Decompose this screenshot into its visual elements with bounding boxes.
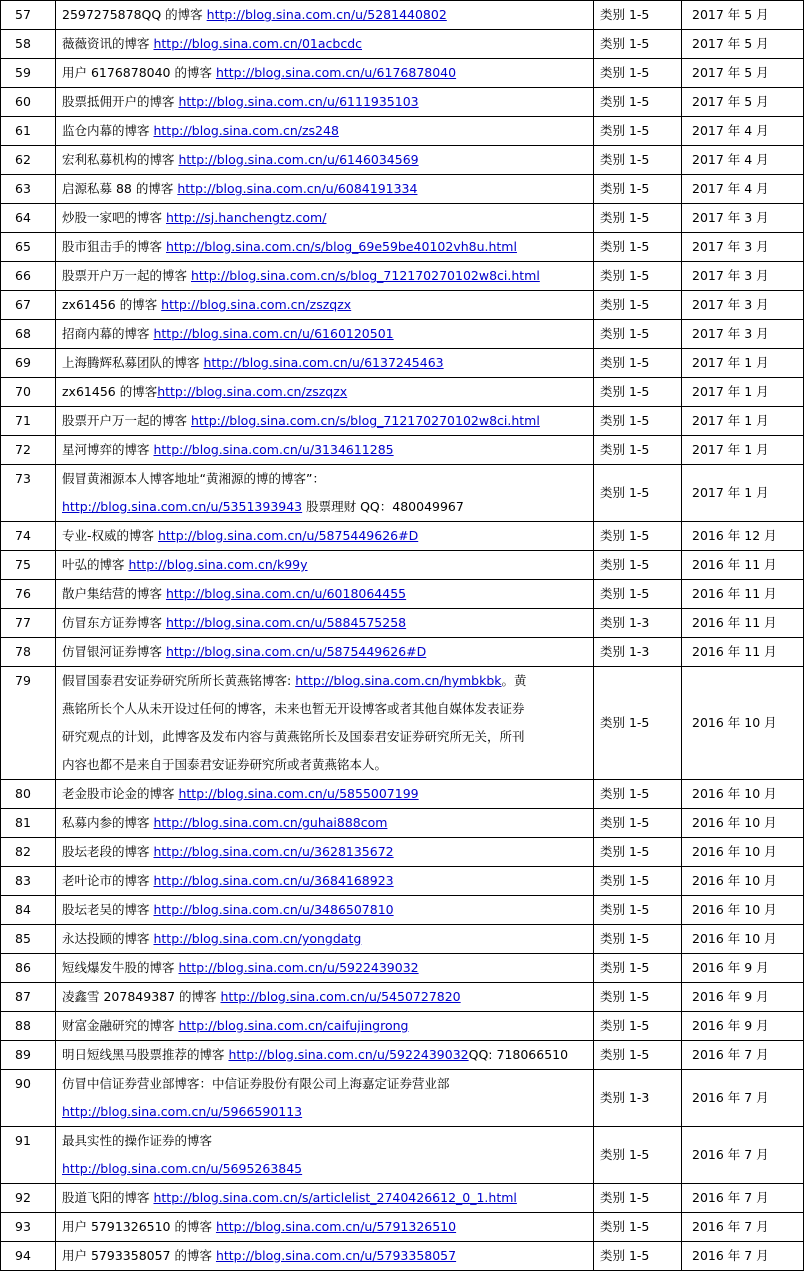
blog-link[interactable]: http://blog.sina.com.cn/u/3486507810	[153, 902, 394, 917]
category: 类别 1-5	[594, 233, 682, 262]
date: 2017 年 5 月	[682, 88, 804, 117]
table-row	[1, 780, 804, 809]
table-row	[1, 291, 804, 320]
blog-name: 股票抵佣开户的博客	[62, 94, 179, 109]
blog-description	[56, 809, 594, 838]
category: 类别 1-5	[594, 204, 682, 233]
blog-link[interactable]: http://blog.sina.com.cn/zszqzx	[161, 297, 352, 312]
category: 类别 1-5	[594, 1184, 682, 1213]
blog-description	[56, 175, 594, 204]
row-number: 68	[1, 320, 56, 349]
category: 类别 1-5	[594, 117, 682, 146]
blog-link[interactable]: http://blog.sina.com.cn/u/6137245463	[203, 355, 444, 370]
blog-name: 宏利私募机构的博客	[62, 152, 179, 167]
row-number: 91	[1, 1127, 56, 1184]
date: 2016 年 11 月	[682, 551, 804, 580]
blog-link[interactable]: http://blog.sina.com.cn/hymbkbk	[295, 673, 502, 688]
category: 类别 1-5	[594, 175, 682, 204]
row-number: 90	[1, 1070, 56, 1127]
blog-name: 2597275878QQ 的博客	[62, 7, 207, 22]
row-number: 67	[1, 291, 56, 320]
category: 类别 1-5	[594, 1, 682, 30]
table-row	[1, 867, 804, 896]
blog-description	[56, 233, 594, 262]
date: 2016 年 10 月	[682, 780, 804, 809]
table-row	[1, 551, 804, 580]
blog-link[interactable]: http://blog.sina.com.cn/u/5875449626#D	[165, 644, 427, 659]
row-number: 83	[1, 867, 56, 896]
row-number: 85	[1, 925, 56, 954]
table-body	[1, 1, 804, 1271]
row-number: 57	[1, 1, 56, 30]
date: 2017 年 3 月	[682, 291, 804, 320]
blog-name: 仿冒银河证券博客	[62, 644, 166, 659]
date: 2016 年 10 月	[682, 925, 804, 954]
blog-name: 股市狙击手的博客	[62, 239, 166, 254]
row-number: 86	[1, 954, 56, 983]
blog-link[interactable]: http://blog.sina.com.cn/s/blog_712170270102w8ci.html	[190, 413, 540, 428]
blog-description	[56, 983, 594, 1012]
date: 2017 年 4 月	[682, 146, 804, 175]
blog-description	[56, 551, 594, 580]
blog-description	[56, 667, 594, 780]
row-number: 88	[1, 1012, 56, 1041]
row-number: 62	[1, 146, 56, 175]
blog-description	[56, 780, 594, 809]
row-number: 87	[1, 983, 56, 1012]
date: 2016 年 7 月	[682, 1213, 804, 1242]
blog-name: 散户集结营的博客	[62, 586, 166, 601]
table-row	[1, 146, 804, 175]
blog-link[interactable]: http://blog.sina.com.cn/u/5855007199	[178, 786, 419, 801]
date: 2017 年 1 月	[682, 436, 804, 465]
table-row	[1, 667, 804, 780]
category: 类别 1-5	[594, 1127, 682, 1184]
blog-description	[56, 1012, 594, 1041]
date: 2017 年 4 月	[682, 117, 804, 146]
blog-link[interactable]: http://blog.sina.com.cn/u/5450727820	[220, 989, 461, 1004]
category: 类别 1-5	[594, 667, 682, 780]
blog-link[interactable]: http://blog.sina.com.cn/k99y	[128, 557, 308, 572]
date: 2017 年 3 月	[682, 262, 804, 291]
table-row	[1, 638, 804, 667]
blog-description	[56, 1070, 594, 1127]
category: 类别 1-5	[594, 146, 682, 175]
category: 类别 1-5	[594, 954, 682, 983]
blog-name: 股票开户万一起的博客	[62, 413, 191, 428]
table-row	[1, 88, 804, 117]
blog-link[interactable]: http://blog.sina.com.cn/u/6084191334	[177, 181, 418, 196]
date: 2016 年 10 月	[682, 867, 804, 896]
blog-description	[56, 146, 594, 175]
category: 类别 1-5	[594, 1213, 682, 1242]
table-row	[1, 1012, 804, 1041]
blog-description	[56, 407, 594, 436]
blog-link[interactable]: http://blog.sina.com.cn/u/5922439032	[178, 960, 419, 975]
date: 2016 年 7 月	[682, 1070, 804, 1127]
blog-link[interactable]: http://blog.sina.com.cn/u/5884575258	[165, 615, 407, 630]
category: 类别 1-5	[594, 1041, 682, 1070]
blog-link[interactable]: http://blog.sina.com.cn/u/6176878040	[215, 65, 457, 80]
table-row	[1, 1127, 804, 1184]
table-row	[1, 59, 804, 88]
row-number: 65	[1, 233, 56, 262]
row-number: 58	[1, 30, 56, 59]
table-row	[1, 262, 804, 291]
blog-description	[56, 1213, 594, 1242]
row-number: 59	[1, 59, 56, 88]
blog-name: 股坛老吴的博客	[62, 902, 154, 917]
table-row	[1, 1041, 804, 1070]
category: 类别 1-5	[594, 436, 682, 465]
blog-description	[56, 522, 594, 551]
date: 2016 年 7 月	[682, 1127, 804, 1184]
category: 类别 1-5	[594, 1012, 682, 1041]
row-number: 70	[1, 378, 56, 407]
date: 2016 年 9 月	[682, 1012, 804, 1041]
blog-name: zx61456 的博客	[62, 297, 162, 312]
date: 2017 年 3 月	[682, 233, 804, 262]
blog-link[interactable]: http://blog.sina.com.cn/u/3134611285	[153, 442, 394, 457]
blog-name: 假冒国泰君安证券研究所所长黄燕铭博客:	[62, 673, 296, 688]
date: 2016 年 7 月	[682, 1242, 804, 1271]
blog-description	[56, 291, 594, 320]
row-number: 93	[1, 1213, 56, 1242]
date: 2017 年 3 月	[682, 320, 804, 349]
row-number: 94	[1, 1242, 56, 1271]
blog-name: 用户 5791326510 的博客	[62, 1219, 216, 1234]
date: 2016 年 9 月	[682, 983, 804, 1012]
blog-extra-text: QQ: 718066510	[468, 1047, 569, 1062]
blog-name: 仿冒东方证券博客	[62, 615, 166, 630]
blog-name: 薇薇资讯的博客	[62, 36, 154, 51]
row-number: 69	[1, 349, 56, 378]
blog-extra-text: 股票理财 QQ：480049967	[302, 499, 464, 514]
blog-name: 上海腾辉私募团队的博客	[62, 355, 204, 370]
table-row	[1, 320, 804, 349]
blog-name: 财富金融研究的博客	[62, 1018, 179, 1033]
blog-description	[56, 838, 594, 867]
table-row	[1, 1242, 804, 1271]
blog-description	[56, 88, 594, 117]
blog-link[interactable]: http://blog.sina.com.cn/u/3628135672	[153, 844, 394, 859]
blog-description	[56, 117, 594, 146]
table-row	[1, 809, 804, 838]
table-row	[1, 465, 804, 522]
blog-name: 短线爆发牛股的博客	[62, 960, 179, 975]
date: 2017 年 1 月	[682, 349, 804, 378]
blog-name: 炒股一家吧的博客	[62, 210, 166, 225]
category: 类别 1-5	[594, 522, 682, 551]
blog-name: 监仓内幕的博客	[62, 123, 154, 138]
table-row	[1, 896, 804, 925]
blog-link[interactable]: http://sj.hanchengtz.com/	[165, 210, 327, 225]
category: 类别 1-5	[594, 1242, 682, 1271]
table-row	[1, 233, 804, 262]
blog-name: 星河博弈的博客	[62, 442, 154, 457]
category: 类别 1-5	[594, 320, 682, 349]
table-row	[1, 1184, 804, 1213]
category: 类别 1-5	[594, 30, 682, 59]
blog-link[interactable]: http://blog.sina.com.cn/s/articlelist_2740426612_0_1.html	[153, 1190, 517, 1205]
blog-name: zx61456 的博客	[62, 384, 158, 399]
blog-link[interactable]: http://blog.sina.com.cn/u/3684168923	[153, 873, 394, 888]
table-row	[1, 925, 804, 954]
category: 类别 1-5	[594, 580, 682, 609]
blog-extra-text: 。黄	[501, 673, 527, 688]
table-row	[1, 609, 804, 638]
blog-name: 股坛老段的博客	[62, 844, 154, 859]
blog-description	[56, 1127, 594, 1184]
table-row	[1, 983, 804, 1012]
row-number: 74	[1, 522, 56, 551]
blog-name: 燕铭所长个人从未开设过任何的博客，未来也暂无开设博客或者其他自媒体发表证券	[62, 701, 525, 716]
table-row	[1, 1, 804, 30]
blog-link[interactable]: http://blog.sina.com.cn/u/5875449626#D	[157, 528, 419, 543]
date: 2016 年 11 月	[682, 638, 804, 667]
category: 类别 1-3	[594, 638, 682, 667]
row-number: 84	[1, 896, 56, 925]
blog-name: 专业-权威的博客	[62, 528, 158, 543]
row-number: 77	[1, 609, 56, 638]
blog-description	[56, 896, 594, 925]
blog-name: 启源私募 88 的博客	[62, 181, 178, 196]
row-number: 92	[1, 1184, 56, 1213]
date: 2017 年 5 月	[682, 59, 804, 88]
date: 2017 年 5 月	[682, 1, 804, 30]
category: 类别 1-5	[594, 983, 682, 1012]
blog-description	[56, 1184, 594, 1213]
blog-link[interactable]: http://blog.sina.com.cn/guhai888com	[153, 815, 388, 830]
table-row	[1, 378, 804, 407]
blog-name: 用户 5793358057 的博客	[62, 1248, 216, 1263]
date: 2016 年 11 月	[682, 609, 804, 638]
category: 类别 1-5	[594, 838, 682, 867]
table-row	[1, 436, 804, 465]
category: 类别 1-3	[594, 609, 682, 638]
blog-link[interactable]: http://blog.sina.com.cn/yongdatg	[153, 931, 362, 946]
category: 类别 1-5	[594, 59, 682, 88]
row-number: 61	[1, 117, 56, 146]
blog-description	[56, 638, 594, 667]
table-row	[1, 1070, 804, 1127]
blog-name: 老金股市论金的博客	[62, 786, 179, 801]
row-number: 82	[1, 838, 56, 867]
blog-description	[56, 1, 594, 30]
category: 类别 1-5	[594, 867, 682, 896]
row-number: 63	[1, 175, 56, 204]
blog-link[interactable]: http://blog.sina.com.cn/u/5966590113	[62, 1104, 303, 1119]
table-row	[1, 30, 804, 59]
blog-link[interactable]: http://blog.sina.com.cn/u/6160120501	[153, 326, 394, 341]
category: 类别 1-5	[594, 407, 682, 436]
blog-description	[56, 349, 594, 378]
date: 2017 年 5 月	[682, 30, 804, 59]
blog-name: 仿冒中信证券营业部博客：中信证券股份有限公司上海嘉定证券营业部	[62, 1076, 450, 1091]
table-row	[1, 580, 804, 609]
row-number: 73	[1, 465, 56, 522]
table-row	[1, 954, 804, 983]
row-number: 71	[1, 407, 56, 436]
date: 2016 年 10 月	[682, 896, 804, 925]
row-number: 78	[1, 638, 56, 667]
blog-link[interactable]: http://blog.sina.com.cn/u/5351393943	[62, 499, 303, 514]
blog-name: 明日短线黑马股票推荐的博客	[62, 1047, 229, 1062]
blog-link[interactable]: http://blog.sina.com.cn/u/6146034569	[178, 152, 419, 167]
blog-link[interactable]: http://blog.sina.com.cn/u/5281440802	[206, 7, 447, 22]
category: 类别 1-5	[594, 378, 682, 407]
blog-name: 老叶论市的博客	[62, 873, 154, 888]
table-row	[1, 838, 804, 867]
blog-description	[56, 320, 594, 349]
blog-link[interactable]: http://blog.sina.com.cn/caifujingrong	[178, 1018, 409, 1033]
blog-name: 用户 6176878040 的博客	[62, 65, 216, 80]
row-number: 81	[1, 809, 56, 838]
blog-description	[56, 867, 594, 896]
date: 2017 年 3 月	[682, 204, 804, 233]
category: 类别 1-5	[594, 349, 682, 378]
blog-name: 研究观点的计划，此博客及发布内容与黄燕铭所长及国泰君安证券研究所无关，所刊	[62, 729, 525, 744]
blog-link[interactable]: http://blog.sina.com.cn/u/5695263845	[62, 1161, 303, 1176]
table-row	[1, 204, 804, 233]
blog-name: 内容也都不是来自于国泰君安证券研究所或者黄燕铭本人。	[62, 757, 388, 772]
date: 2016 年 10 月	[682, 667, 804, 780]
blog-description	[56, 378, 594, 407]
date: 2016 年 11 月	[682, 580, 804, 609]
blog-name: 股票开户万一起的博客	[62, 268, 191, 283]
date: 2017 年 1 月	[682, 407, 804, 436]
category: 类别 1-5	[594, 551, 682, 580]
row-number: 64	[1, 204, 56, 233]
blog-description	[56, 30, 594, 59]
blog-description	[56, 1041, 594, 1070]
table-row	[1, 1213, 804, 1242]
date: 2016 年 10 月	[682, 809, 804, 838]
blog-name: 最具实性的操作证券的博客	[62, 1133, 213, 1148]
table-row	[1, 522, 804, 551]
date: 2016 年 7 月	[682, 1041, 804, 1070]
date: 2016 年 10 月	[682, 838, 804, 867]
row-number: 72	[1, 436, 56, 465]
date: 2016 年 12 月	[682, 522, 804, 551]
category: 类别 1-5	[594, 465, 682, 522]
category: 类别 1-5	[594, 925, 682, 954]
blog-name: 永达投顾的博客	[62, 931, 154, 946]
blog-name: 假冒黄湘源本人博客地址“黄湘源的博的博客”：	[62, 471, 325, 486]
blog-description	[56, 925, 594, 954]
row-number: 75	[1, 551, 56, 580]
blog-link[interactable]: http://blog.sina.com.cn/s/blog_712170270102w8ci.html	[190, 268, 540, 283]
blog-name: 招商内幕的博客	[62, 326, 154, 341]
row-number: 89	[1, 1041, 56, 1070]
table-row	[1, 117, 804, 146]
blog-link[interactable]: http://blog.sina.com.cn/u/5793358057	[215, 1248, 457, 1263]
table-row	[1, 349, 804, 378]
blog-link[interactable]: http://blog.sina.com.cn/zs248	[153, 123, 339, 138]
category: 类别 1-5	[594, 291, 682, 320]
table-row	[1, 175, 804, 204]
blog-description	[56, 954, 594, 983]
blog-name: 私募内参的博客	[62, 815, 154, 830]
blog-description	[56, 436, 594, 465]
blog-name: 股道飞阳的博客	[62, 1190, 154, 1205]
blog-link[interactable]: http://blog.sina.com.cn/s/blog_69e59be40102vh8u.html	[165, 239, 517, 254]
blog-description	[56, 465, 594, 522]
blog-description	[56, 609, 594, 638]
category: 类别 1-5	[594, 780, 682, 809]
blog-description	[56, 1242, 594, 1271]
date: 2016 年 7 月	[682, 1184, 804, 1213]
blog-description	[56, 204, 594, 233]
blog-description	[56, 262, 594, 291]
blog-name: 叶弘的博客	[62, 557, 129, 572]
blog-description	[56, 580, 594, 609]
date: 2017 年 1 月	[682, 378, 804, 407]
blog-link[interactable]: http://blog.sina.com.cn/u/6111935103	[178, 94, 419, 109]
row-number: 66	[1, 262, 56, 291]
date: 2016 年 9 月	[682, 954, 804, 983]
blog-link[interactable]: http://blog.sina.com.cn/u/5791326510	[215, 1219, 457, 1234]
table-row	[1, 407, 804, 436]
blog-link[interactable]: http://blog.sina.com.cn/u/5922439032	[228, 1047, 469, 1062]
blog-link[interactable]: http://blog.sina.com.cn/zszqzx	[157, 384, 348, 399]
category: 类别 1-3	[594, 1070, 682, 1127]
row-number: 79	[1, 667, 56, 780]
blog-link[interactable]: http://blog.sina.com.cn/u/6018064455	[165, 586, 407, 601]
blog-name: 凌鑫雪 207849387 的博客	[62, 989, 221, 1004]
category: 类别 1-5	[594, 809, 682, 838]
blog-description	[56, 59, 594, 88]
category: 类别 1-5	[594, 262, 682, 291]
date: 2017 年 1 月	[682, 465, 804, 522]
category: 类别 1-5	[594, 88, 682, 117]
row-number: 76	[1, 580, 56, 609]
category: 类别 1-5	[594, 896, 682, 925]
blog-link[interactable]: http://blog.sina.com.cn/01acbcdc	[153, 36, 363, 51]
date: 2017 年 4 月	[682, 175, 804, 204]
row-number: 60	[1, 88, 56, 117]
row-number: 80	[1, 780, 56, 809]
